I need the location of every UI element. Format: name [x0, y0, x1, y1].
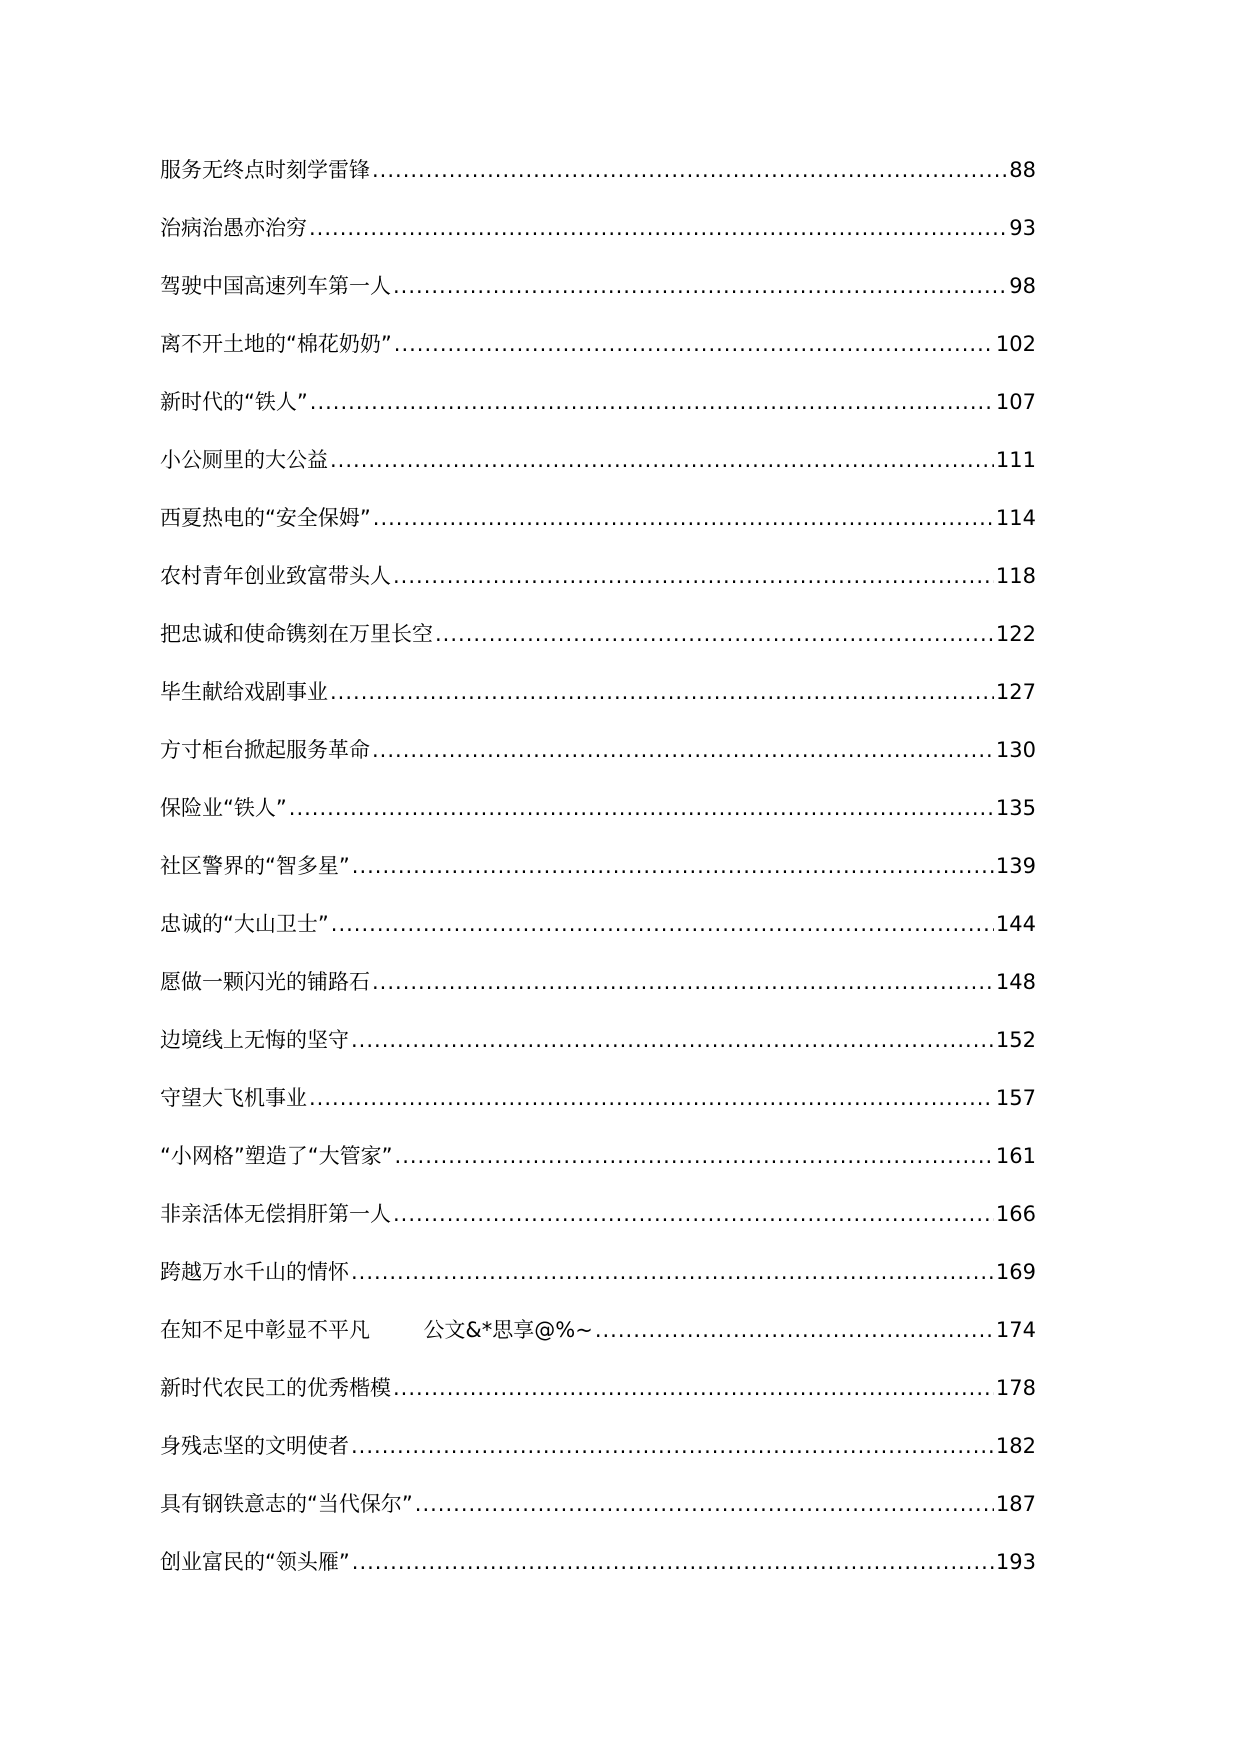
toc-entry[interactable]	[160, 563, 1036, 621]
toc-entry-page-number: 174	[995, 1318, 1036, 1342]
toc-entry-title: 身残志坚的文明使者	[160, 1434, 349, 1458]
toc-entry-page-number: 187	[995, 1492, 1036, 1516]
toc-entry-page-number: 118	[995, 564, 1036, 588]
toc-entry-page-number: 111	[995, 448, 1036, 472]
toc-leader-dots	[393, 1201, 994, 1227]
toc-entry-title: 忠诚的“大山卫士”	[160, 912, 329, 936]
toc-leader-dots	[289, 795, 994, 821]
toc-leader-dots	[435, 621, 994, 647]
toc-leader-dots	[331, 911, 994, 937]
toc-leader-dots	[373, 505, 994, 531]
toc-entry[interactable]	[160, 1201, 1036, 1259]
toc-entry[interactable]	[160, 621, 1036, 679]
toc-leader-dots	[330, 447, 994, 473]
toc-entry[interactable]	[160, 1549, 1036, 1607]
toc-leader-dots	[595, 1317, 994, 1343]
toc-entry[interactable]	[160, 737, 1036, 795]
toc-entry-title: 把忠诚和使命镌刻在万里长空	[160, 622, 433, 646]
toc-entry[interactable]	[160, 215, 1036, 273]
toc-entry-title: 方寸柜台掀起服务革命	[160, 738, 370, 762]
toc-entry-page-number: 152	[995, 1028, 1036, 1052]
toc-entry-title: 跨越万水千山的情怀	[160, 1260, 349, 1284]
toc-entry[interactable]	[160, 273, 1036, 331]
table-of-contents	[160, 157, 1036, 1607]
toc-entry[interactable]	[160, 1433, 1036, 1491]
toc-leader-dots	[394, 331, 994, 357]
toc-entry-title: 守望大飞机事业	[160, 1086, 307, 1110]
toc-leader-dots	[352, 1549, 994, 1575]
toc-entry[interactable]	[160, 447, 1036, 505]
toc-entry-page-number: 122	[995, 622, 1036, 646]
toc-entry-page-number: 130	[995, 738, 1036, 762]
toc-entry-title: 具有钢铁意志的“当代保尔”	[160, 1492, 413, 1516]
toc-entry-title: 西夏热电的“安全保姆”	[160, 506, 371, 530]
toc-entry-page-number: 182	[995, 1434, 1036, 1458]
toc-entry[interactable]	[160, 911, 1036, 969]
toc-entry[interactable]	[160, 1143, 1036, 1201]
toc-leader-dots	[310, 389, 994, 415]
toc-leader-dots	[415, 1491, 994, 1517]
toc-entry-title: 愿做一颗闪光的铺路石	[160, 970, 370, 994]
toc-entry[interactable]	[160, 331, 1036, 389]
toc-entry[interactable]	[160, 1317, 1036, 1375]
toc-leader-dots	[372, 737, 994, 763]
toc-entry-page-number: 178	[995, 1376, 1036, 1400]
toc-entry-page-number: 193	[995, 1550, 1036, 1574]
toc-entry-title: 离不开土地的“棉花奶奶”	[160, 332, 392, 356]
toc-entry-title: 小公厕里的大公益	[160, 448, 328, 472]
toc-entry-title: 农村青年创业致富带头人	[160, 564, 391, 588]
toc-entry-title: 创业富民的“领头雁”	[160, 1550, 350, 1574]
toc-entry[interactable]	[160, 679, 1036, 737]
toc-entry[interactable]	[160, 505, 1036, 563]
toc-leader-dots	[372, 157, 1007, 183]
toc-leader-dots	[309, 1085, 994, 1111]
toc-entry-title: 新时代农民工的优秀楷模	[160, 1376, 391, 1400]
toc-entry-title: 在知不足中彰显不平凡 公文&*思享@%~	[160, 1318, 593, 1342]
toc-leader-dots	[393, 1375, 994, 1401]
toc-entry[interactable]	[160, 1491, 1036, 1549]
toc-leader-dots	[393, 273, 1007, 299]
toc-entry-title: 驾驶中国高速列车第一人	[160, 274, 391, 298]
toc-entry-page-number: 88	[1009, 158, 1036, 182]
toc-entry[interactable]	[160, 1259, 1036, 1317]
toc-entry-title: 边境线上无悔的坚守	[160, 1028, 349, 1052]
toc-entry-page-number: 114	[995, 506, 1036, 530]
toc-leader-dots	[351, 1433, 994, 1459]
toc-entry-title: 新时代的“铁人”	[160, 390, 308, 414]
toc-entry[interactable]	[160, 1027, 1036, 1085]
toc-leader-dots	[351, 1027, 994, 1053]
toc-entry-page-number: 135	[995, 796, 1036, 820]
toc-entry-title: 服务无终点时刻学雷锋	[160, 158, 370, 182]
toc-entry-page-number: 166	[995, 1202, 1036, 1226]
toc-leader-dots	[351, 1259, 994, 1285]
toc-entry-title: 毕生献给戏剧事业	[160, 680, 328, 704]
toc-entry-page-number: 139	[995, 854, 1036, 878]
toc-entry-page-number: 93	[1009, 216, 1036, 240]
toc-entry[interactable]	[160, 157, 1036, 215]
toc-entry[interactable]	[160, 795, 1036, 853]
toc-leader-dots	[393, 563, 994, 589]
toc-entry[interactable]	[160, 389, 1036, 447]
toc-entry-page-number: 169	[995, 1260, 1036, 1284]
toc-entry-page-number: 144	[995, 912, 1036, 936]
toc-entry-title: 保险业“铁人”	[160, 796, 287, 820]
toc-leader-dots	[395, 1143, 994, 1169]
toc-leader-dots	[330, 679, 994, 705]
toc-entry-page-number: 98	[1009, 274, 1036, 298]
toc-entry[interactable]	[160, 853, 1036, 911]
toc-entry-title: 社区警界的“智多星”	[160, 854, 350, 878]
toc-entry-page-number: 127	[995, 680, 1036, 704]
toc-entry-title: 治病治愚亦治穷	[160, 216, 307, 240]
toc-leader-dots	[309, 215, 1007, 241]
toc-entry[interactable]	[160, 969, 1036, 1027]
toc-entry-page-number: 107	[995, 390, 1036, 414]
toc-entry-page-number: 161	[995, 1144, 1036, 1168]
toc-entry-page-number: 157	[995, 1086, 1036, 1110]
toc-entry-title: “小网格”塑造了“大管家”	[160, 1144, 393, 1168]
toc-entry-page-number: 148	[995, 970, 1036, 994]
toc-entry[interactable]	[160, 1085, 1036, 1143]
toc-entry-page-number: 102	[995, 332, 1036, 356]
toc-leader-dots	[372, 969, 994, 995]
toc-leader-dots	[352, 853, 994, 879]
toc-entry[interactable]	[160, 1375, 1036, 1433]
toc-entry-title: 非亲活体无偿捐肝第一人	[160, 1202, 391, 1226]
